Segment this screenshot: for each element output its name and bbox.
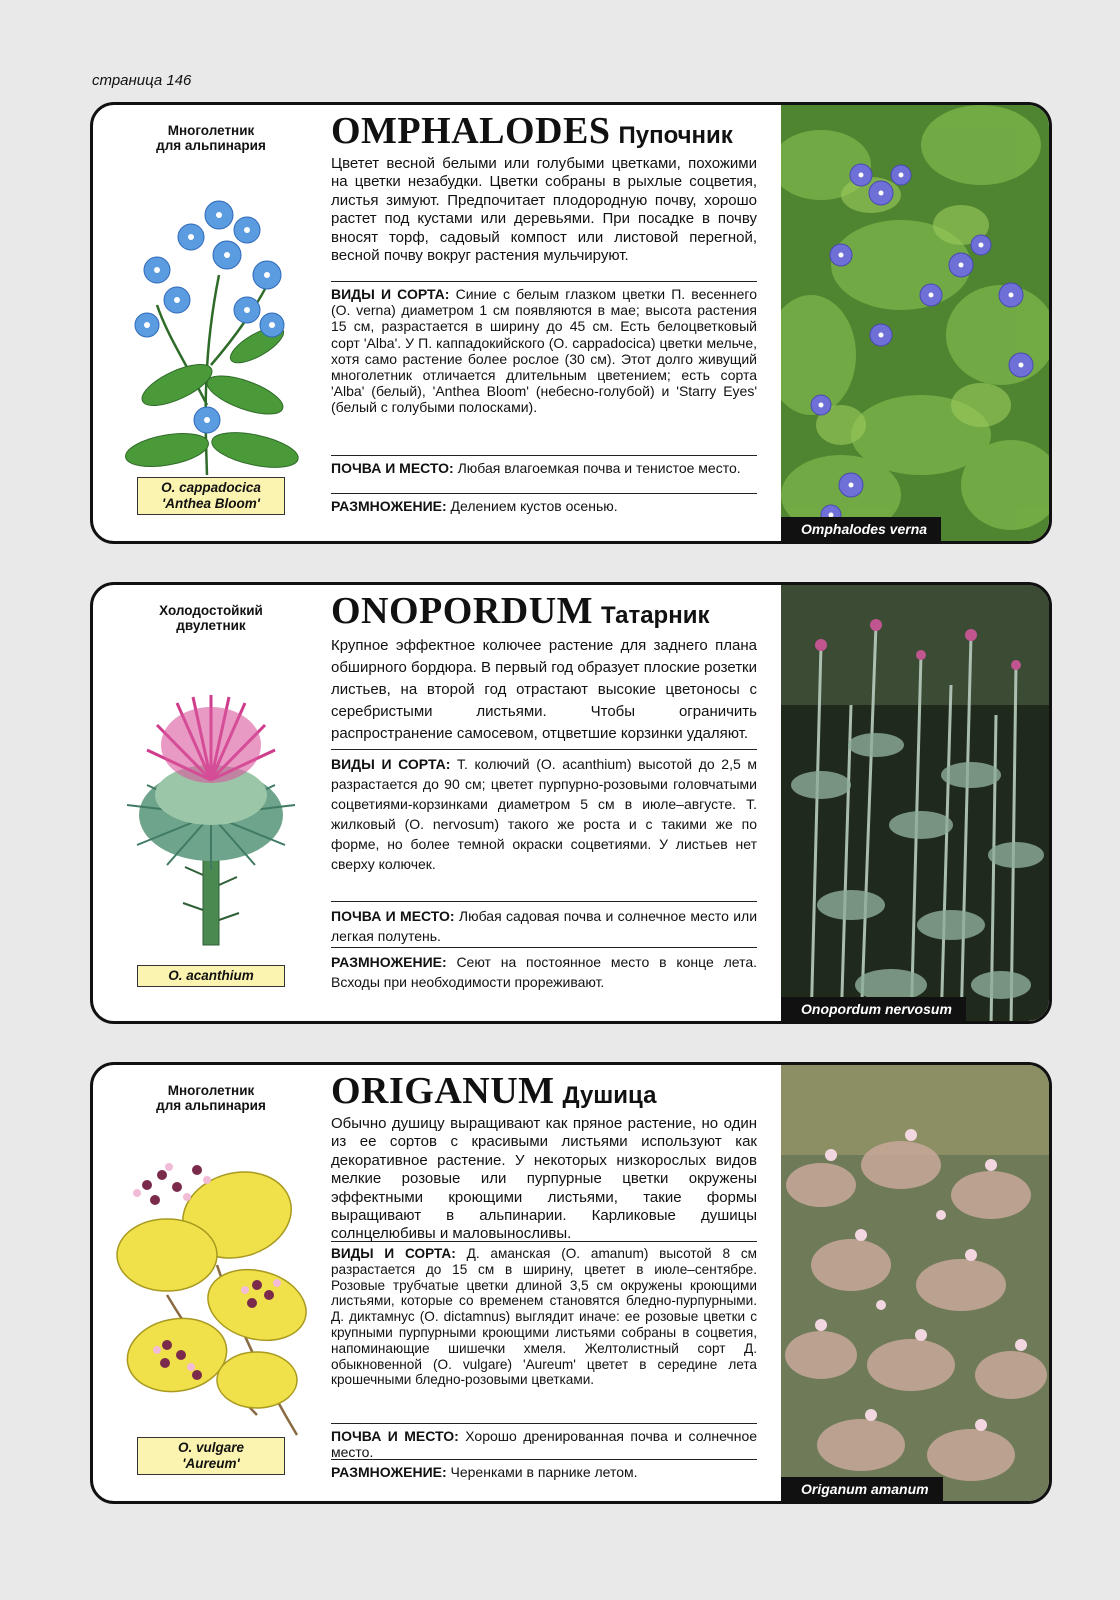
soil-label: ПОЧВА И МЕСТО:	[331, 908, 455, 924]
russian-name: Пупочник	[618, 122, 733, 149]
category-line: Многолетник	[167, 123, 255, 138]
plant-description: Цветет весной белыми или голубыми цветками, похожими на цветки незабудки. Цветки собраны в рыхлые соцветия, листья зимуют. Предпочитает плодородную почву, хорошо растет под кустами или деревьями. При посадке в почву вносят торф, садовый компост или листовой перегной, весной почву вокруг растения мульчируют.	[331, 155, 757, 265]
category-line: Холодостойкий	[159, 603, 263, 618]
illustration-column	[93, 1065, 329, 1501]
plant-card-omphalodes	[90, 102, 1052, 544]
soil-section	[331, 1423, 757, 1460]
propagation-label: РАЗМНОЖЕНИЕ:	[331, 498, 447, 514]
plant-photo	[781, 105, 1049, 541]
latin-name: ONOPORDUM	[331, 590, 594, 632]
illustration-column	[93, 585, 329, 1021]
soil-label: ПОЧВА И МЕСТО:	[331, 1428, 459, 1444]
latin-name: ORIGANUM	[331, 1070, 555, 1112]
propagation-text: Сеют на постоянное место в конце лета. Всходы при необходимости прореживают.	[331, 954, 758, 990]
soil-label: ПОЧВА И МЕСТО:	[331, 460, 454, 476]
photo-caption: Onopordum nervosum	[781, 997, 966, 1021]
tag-line: 'Anthea Bloom'	[162, 496, 260, 511]
latin-name: OMPHALODES	[331, 110, 611, 152]
plant-card-onopordum	[90, 582, 1052, 1024]
soil-section	[331, 901, 757, 946]
text-column	[331, 1065, 757, 1501]
plant-photo	[781, 1065, 1049, 1501]
onopordum-illustration	[107, 675, 315, 955]
plant-category	[93, 603, 329, 633]
category-line: для альпинария	[156, 1098, 266, 1113]
illustration-species-tag	[137, 965, 285, 987]
varieties-text: Т. колючий (O. acanthium) высотой до 2,5 м разрастается до 90 см; цветет пурпурно-розовыми головчатыми соцветиями-корзинками диаметром 5 см в июле–августе. Т. жилковый (O. nervosum) такого же роста и с такими же по форме, но более темной окраски соцветиями. У листьев нет сверху колючек.	[331, 756, 757, 872]
plant-category	[93, 123, 329, 153]
text-column	[331, 585, 757, 1021]
soil-text: Любая садовая почва и солнечное место или легкая полутень.	[331, 908, 758, 944]
soil-text: Любая влагоемкая почва и тенистое место.	[457, 460, 741, 476]
plant-photo	[781, 585, 1049, 1021]
varieties-section	[331, 1241, 757, 1388]
photo-caption: Omphalodes verna	[781, 517, 941, 541]
plant-title	[331, 589, 709, 633]
photo-caption: Origanum amanum	[781, 1477, 943, 1501]
russian-name: Душица	[562, 1082, 657, 1109]
plant-description: Крупное эффектное колючее растение для заднего плана обширного бордюра. В первый год образует плоские розетки листьев, на второй год отрастают высокие цветоносы с серебристыми листьями. Чтобы ограничить распространение самосевом, отцветшие корзинки удаляют.	[331, 637, 757, 742]
origanum-illustration	[107, 1145, 315, 1445]
category-line: для альпинария	[156, 138, 266, 153]
propagation-section	[331, 947, 757, 992]
plant-title	[331, 109, 733, 153]
propagation-section	[331, 493, 757, 514]
illustration-species-tag	[137, 477, 285, 515]
page-number: страница 146	[92, 72, 192, 89]
propagation-label: РАЗМНОЖЕНИЕ:	[331, 1464, 447, 1480]
plant-description: Обычно душицу выращивают как пряное растение, но один из ее сортов с красивыми листьями используют как декоративное растение. У некоторых низкорослых видов мелкие розовые или пурпурные цветки окружены эффектными кроющими листьями, такие формы выращивают в альпинарии. Карликовые душицы солнцелюбивы и маловыносливы.	[331, 1115, 757, 1243]
tag-line: O. acanthium	[168, 968, 254, 983]
varieties-label: ВИДЫ И СОРТА:	[331, 756, 451, 772]
propagation-text: Делением кустов осенью.	[450, 498, 618, 514]
origanum-photo-image	[781, 1065, 1049, 1504]
tag-line: O. vulgare	[177, 1440, 245, 1455]
text-column	[331, 105, 757, 541]
soil-text: Хорошо дренированная почва и солнечное место.	[331, 1428, 758, 1460]
plant-category	[93, 1083, 329, 1113]
varieties-text: Синие с белым глазком цветки П. весеннего (O. verna) диаметром 1 см появляются в мае; высота растения 15 см, разрастается в ширину до 45 см. Есть белоцветковый сорт 'Alba'. У П. каппадокийского (O. cappadocica) цветки мельче, хотя само растение более рослое (30 см). Этот долго живущий многолетник отличается длительным цветением; есть сорта 'Alba' (белый), 'Anthea Bloom' (небесно-голубой) и 'Starry Eyes' (белый с голубыми полосками).	[331, 286, 757, 416]
varieties-label: ВИДЫ И СОРТА:	[331, 286, 450, 302]
tag-line: O. cappadocica	[161, 480, 261, 495]
varieties-label: ВИДЫ И СОРТА:	[331, 1246, 456, 1261]
propagation-text: Черенками в парнике летом.	[450, 1464, 638, 1480]
propagation-label: РАЗМНОЖЕНИЕ:	[331, 954, 447, 970]
onopordum-photo-image	[781, 585, 1049, 1024]
varieties-section	[331, 749, 757, 874]
russian-name: Татарник	[601, 602, 710, 629]
omphalodes-illustration	[107, 185, 315, 485]
varieties-text: Д. аманская (O. amanum) высотой 8 см разрастается до 15 см в ширину, цветет в июле–сентябре. Розовые трубчатые цветки длиной 3,5 см окружены кроющими листьями, которые со временем становятся бледно-пурпурными. Д. диктамнус (O. dictamnus) выглядит иначе: ее розовые цветки с крупными пурпурными кроющими листьями собраны в соцветия, напоминающие шишечки хмеля. Желтолистный сорт Д. обыкновенной (O. vulgare) 'Aureum' цветет в середине лета крошечными бледно-розовыми цветками.	[331, 1246, 757, 1388]
plant-card-origanum	[90, 1062, 1052, 1504]
plant-title	[331, 1069, 656, 1113]
tag-line: 'Aureum'	[182, 1456, 240, 1471]
category-line: Многолетник	[167, 1083, 255, 1098]
propagation-section	[331, 1459, 757, 1480]
illustration-species-tag	[137, 1437, 285, 1475]
illustration-column	[93, 105, 329, 541]
soil-section	[331, 455, 757, 476]
category-line: двулетник	[176, 618, 246, 633]
omphalodes-photo-image	[781, 105, 1049, 544]
varieties-section	[331, 281, 757, 416]
